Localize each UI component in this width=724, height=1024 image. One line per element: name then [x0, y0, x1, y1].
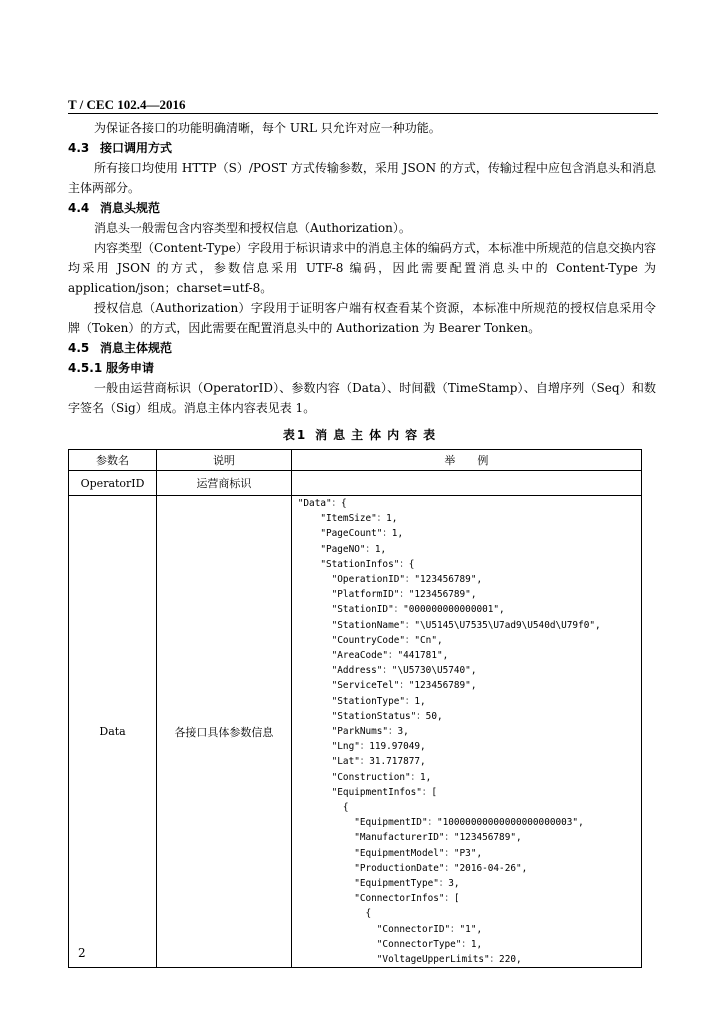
section-heading-4-4 [68, 198, 656, 218]
message-body-table [68, 449, 642, 968]
section-title: 消息主体规范 [100, 341, 173, 355]
column-header-example: 举 例 [291, 450, 641, 471]
column-header-param-name: 参数名 [69, 450, 157, 471]
code-line: "ConnectorID"："1", [297, 923, 483, 935]
code-line: "ManufacturerID"："123456789", [297, 832, 522, 844]
section-4-4-paragraph-1: 消息头一般需包含内容类型和授权信息（Authorization）。 [94, 221, 411, 235]
code-line: "ProductionDate"："2016-04-26", [297, 862, 528, 874]
code-line: "Construction"：1, [297, 771, 432, 783]
code-line: "ServiceTel"："123456789", [297, 680, 477, 692]
description-cell: 各接口具体参数信息 [157, 496, 292, 968]
code-line: "StationID"："000000000000001", [297, 604, 505, 616]
code-line: "ParkNums"：3, [297, 726, 409, 738]
code-line: { [297, 908, 372, 920]
param-name-cell: OperatorID [69, 471, 157, 496]
section-title: 服务申请 [106, 361, 155, 375]
code-line: "EquipmentInfos"：[ [297, 786, 437, 798]
document-body [68, 118, 656, 968]
description-cell: 运营商标识 [157, 471, 292, 496]
section-number: 4.4 [68, 201, 90, 215]
code-line: "CountryCode"："Cn", [297, 634, 443, 646]
code-line: "PageCount"：1, [297, 528, 404, 540]
intro-paragraph: 为保证各接口的功能明确清晰，每个 URL 只允许对应一种功能。 [94, 121, 441, 135]
code-line: "VoltageUpperLimits"：220, [297, 954, 522, 966]
standard-code-header: T / CEC 102.4—2016 [68, 97, 186, 112]
section-heading-4-5-1 [68, 358, 656, 378]
section-heading-4-5 [68, 338, 656, 358]
code-line: "EquipmentModel"："P3", [297, 847, 483, 859]
section-title: 接口调用方式 [100, 141, 173, 155]
section-4-4-paragraph-3: 授权信息（Authorization）字段用于证明客户端有权查看某个资源，本标准中所规范的授权信息采用令牌（Token）的方式，因此需要在配置消息头中的 Authorization 为 Bearer Tonken。 [68, 301, 656, 335]
example-cell [291, 471, 641, 496]
param-name-cell: Data [69, 496, 157, 968]
code-line: "StationInfos"：{ [297, 558, 415, 570]
code-line: "ConnectorInfos"：[ [297, 893, 460, 905]
section-number: 4.5.1 [68, 361, 103, 375]
code-line: "Data"：{ [297, 498, 347, 509]
code-line: "EquipmentID"："10000000000000000000003", [297, 817, 584, 829]
column-header-description: 说明 [157, 450, 292, 471]
code-line: "PageNO"：1, [297, 543, 387, 555]
code-line: "StationType"：1, [297, 695, 426, 707]
table-caption [68, 426, 656, 443]
json-example-code [291, 496, 641, 968]
table-row [69, 496, 642, 968]
section-title: 消息头规范 [100, 201, 161, 215]
section-4-3-paragraph: 所有接口均使用 HTTP（S）/POST 方式传输参数，采用 JSON 的方式，传输过程中应包含消息头和消息主体两部分。 [68, 161, 656, 195]
code-line: "StationName"："\U5145\U7535\U7ad9\U540d\U79f0", [297, 619, 601, 631]
code-line: "Lat"：31.717877, [297, 756, 426, 768]
code-line: "StationStatus"：50, [297, 710, 443, 722]
code-line: "ItemSize"：1, [297, 513, 398, 525]
code-line: "PlatformID"："123456789", [297, 589, 477, 601]
code-line: "EquipmentType"：3, [297, 878, 460, 890]
table-caption-title: 消息主体内容表 [315, 428, 442, 442]
page-number: 2 [78, 946, 86, 960]
section-4-4-paragraph-2: 内容类型（Content-Type）字段用于标识请求中的消息主体的编码方式，本标准中所规范的信息交换内容均采用 JSON 的方式，参数信息采用 UTF-8 编码，因此需要配置消息头中的 Content-Type 为 application/json；charset=utf-8。 [68, 241, 656, 295]
code-line: { [297, 802, 349, 814]
table-row [69, 471, 642, 496]
code-line: "ConnectorType"：1, [297, 938, 483, 950]
section-heading-4-3 [68, 138, 656, 158]
section-4-5-1-paragraph: 一般由运营商标识（OperatorID）、参数内容（Data）、时间戳（TimeStamp）、自增序列（Seq）和数字签名（Sig）组成。消息主体内容表见表 1。 [68, 381, 656, 415]
code-line: "Address"："\U5730\U5740", [297, 665, 477, 677]
table-caption-number: 表1 [282, 428, 308, 442]
code-line: "OperationID"："123456789", [297, 574, 483, 586]
table-header-row [69, 450, 642, 471]
section-number: 4.3 [68, 141, 90, 155]
code-line: "Lng"：119.97049, [297, 741, 426, 753]
header-divider [68, 113, 658, 114]
section-number: 4.5 [68, 341, 90, 355]
code-line: "AreaCode"："441781", [297, 650, 449, 662]
